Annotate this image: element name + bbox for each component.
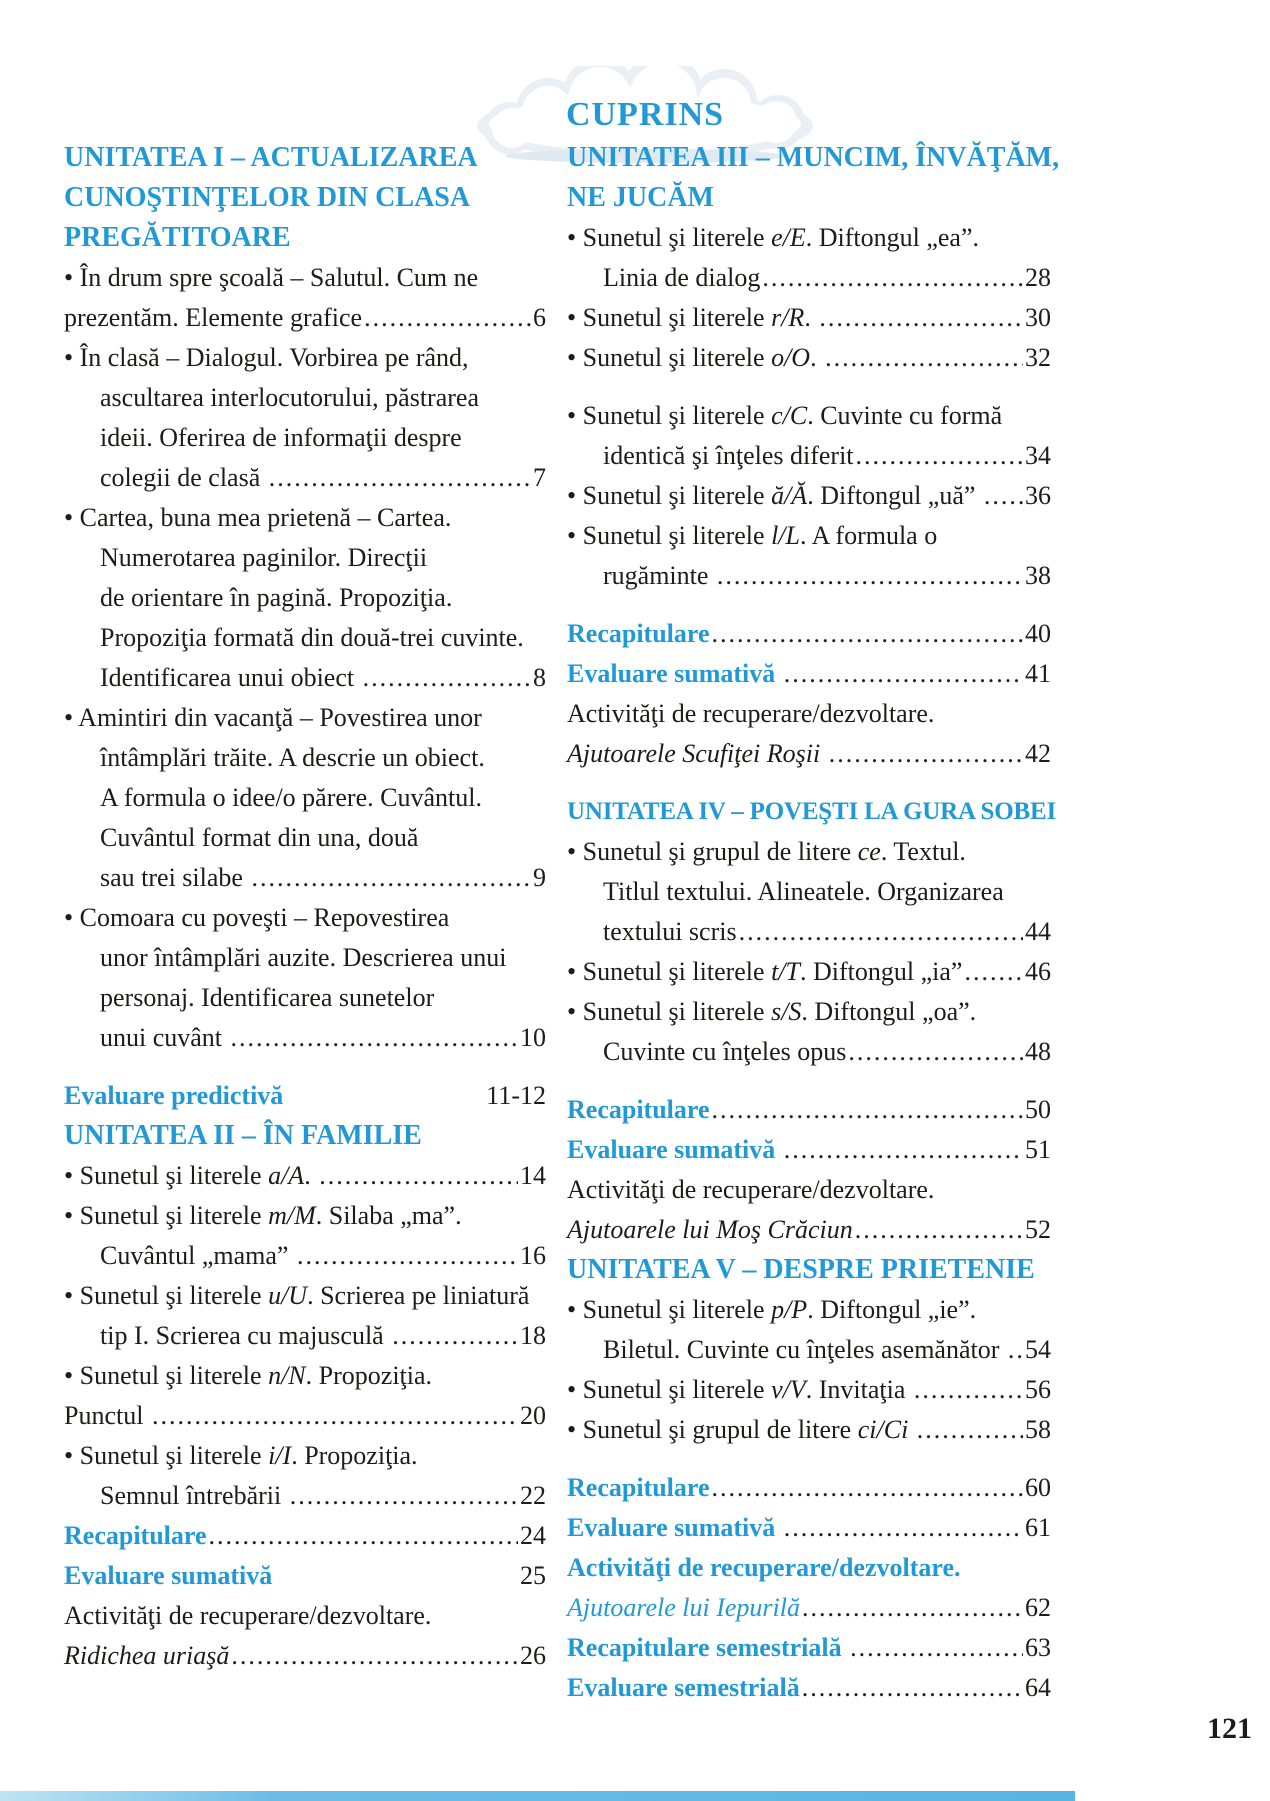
toc-page-number: 18 [520, 1321, 546, 1350]
dot-leader [269, 458, 531, 498]
toc-entry-text: Evaluare semestrială [567, 1673, 800, 1702]
toc-page-number: 46 [1025, 957, 1051, 986]
toc-entry [567, 1210, 1051, 1250]
toc-page-number: 8 [533, 663, 546, 692]
dot-leader [850, 1628, 1023, 1668]
toc-page-number: 7 [533, 463, 546, 492]
toc-entry-text: rugăminte [603, 561, 715, 590]
toc-entry-text: Identificarea unui obiect [100, 663, 361, 692]
toc-entry-text: Activităţi de recuperare/dezvoltare. [567, 699, 935, 728]
toc-entry-text: Ajutoarele lui Moş Crăciun [567, 1215, 853, 1244]
dot-leader [231, 1636, 518, 1676]
column-gap [567, 1072, 1051, 1090]
toc-entry-text: colegii de clasă [100, 463, 267, 492]
toc-entry [567, 1330, 1051, 1370]
toc-entry [64, 1436, 546, 1476]
toc-entry [64, 738, 546, 778]
toc-entry-text: Activităţi de recuperare/dezvoltare. [567, 1553, 961, 1582]
toc-entry-text: • Comoara cu poveşti – Repovestirea [64, 903, 450, 932]
dot-leader [829, 734, 1023, 774]
toc-entry-text: Biletul. Cuvinte cu înţeles asemănător [603, 1335, 1006, 1364]
toc-page-number: 20 [520, 1401, 546, 1430]
toc-page-number: 52 [1025, 1215, 1051, 1244]
toc-entry-text: • Sunetul şi literele s/S. Diftongul „oa”. [567, 997, 977, 1026]
toc-entry-text: Recapitulare [64, 1521, 207, 1550]
toc-entry-text: Recapitulare semestrială [567, 1633, 849, 1662]
toc-entry [64, 458, 546, 498]
toc-entry-text: prezentăm. Elemente grafice [64, 303, 363, 332]
toc-entry [64, 338, 546, 378]
toc-page-number: 16 [520, 1241, 546, 1270]
toc-entry [64, 1018, 546, 1058]
dot-leader [1008, 1330, 1023, 1370]
toc-unit-header [64, 178, 546, 218]
toc-entry-text: UNITATEA IV – POVEŞTI LA GURA SOBEI [567, 798, 1056, 825]
toc-entry [567, 1090, 1051, 1130]
toc-entry [64, 858, 546, 898]
dot-leader [712, 1090, 1024, 1130]
toc-page-number: 32 [1025, 343, 1051, 372]
toc-entry [567, 258, 1051, 298]
toc-entry [567, 1170, 1051, 1210]
footer-accent-bar [0, 1791, 1075, 1801]
toc-entry-text: unui cuvânt [100, 1023, 229, 1052]
toc-entry-text: Evaluare sumativă [567, 1135, 782, 1164]
toc-page-number: 50 [1025, 1095, 1051, 1124]
dot-leader [819, 298, 1023, 338]
toc-entry [64, 618, 546, 658]
toc-entry [567, 1548, 1051, 1588]
column-gap [567, 1450, 1051, 1468]
toc-entry [567, 1668, 1051, 1708]
toc-page-number: 64 [1025, 1673, 1051, 1702]
toc-page-number: 44 [1025, 917, 1051, 946]
toc-entry-text: întâmplări trăite. A descrie un obiect. [100, 743, 485, 772]
dot-leader [825, 338, 1023, 378]
toc-entry [64, 1556, 546, 1596]
toc-page-number: 58 [1025, 1415, 1051, 1444]
toc-entry [567, 654, 1051, 694]
toc-page-number: 48 [1025, 1037, 1051, 1066]
toc-entry [567, 396, 1051, 436]
toc-entry-text: UNITATEA I – ACTUALIZAREA [64, 142, 478, 173]
dot-leader [251, 858, 531, 898]
toc-entry-text: • Amintiri din vacanţă – Povestirea unor [64, 703, 482, 732]
toc-entry-text: Recapitulare [567, 1095, 710, 1124]
dot-leader [712, 614, 1024, 654]
toc-entry [64, 298, 546, 338]
column-gap [567, 378, 1051, 396]
toc-page-number: 6 [533, 303, 546, 332]
toc-entry-text: • Sunetul şi grupul de litere ci/Ci [567, 1415, 909, 1444]
toc-right-column [567, 138, 1060, 1708]
toc-entry-text: Ajutoarele lui Iepurilă [567, 1593, 800, 1622]
dot-leader [392, 1316, 518, 1356]
toc-page-number: 40 [1025, 619, 1051, 648]
toc-entry [64, 538, 546, 578]
contents-title: CUPRINS [565, 96, 725, 133]
toc-entry-text: UNITATEA V – DESPRE PRIETENIE [567, 1254, 1035, 1285]
toc-entry-text: Titlul textului. Alineatele. Organizarea [603, 877, 1004, 906]
toc-entry-text: Cuvinte cu înţeles opus [603, 1037, 847, 1066]
toc-entry-text: UNITATEA III – MUNCIM, ÎNVĂŢĂM, [567, 142, 1060, 173]
toc-entry [64, 938, 546, 978]
toc-page-number: 61 [1025, 1513, 1051, 1542]
toc-entry-text: • Sunetul şi literele n/N. Propoziţia. [64, 1361, 433, 1390]
toc-entry-text: Evaluare sumativă [567, 1513, 782, 1542]
dot-leader [152, 1396, 518, 1436]
toc-entry [64, 498, 546, 538]
toc-entry [64, 1276, 546, 1316]
dot-leader [739, 912, 1023, 952]
toc-page-number: 36 [1025, 481, 1051, 510]
toc-entry-text: A formula o idee/o părere. Cuvântul. [100, 783, 482, 812]
toc-entry [567, 694, 1051, 734]
toc-entry-text: UNITATEA II – ÎN FAMILIE [64, 1120, 422, 1151]
toc-page-number: 51 [1025, 1135, 1051, 1164]
toc-entry-text: • Sunetul şi literele t/T. Diftongul „ia” [567, 957, 963, 986]
toc-entry [567, 1468, 1051, 1508]
toc-entry-text: • Sunetul şi literele p/P. Diftongul „ie”. [567, 1295, 977, 1324]
toc-entry [64, 1396, 546, 1436]
toc-page-number: 62 [1025, 1593, 1051, 1622]
toc-entry-text: ascultarea interlocutorului, păstrarea [100, 383, 479, 412]
toc-entry-text: personaj. Identificarea sunetelor [100, 983, 435, 1012]
dot-leader [297, 1236, 518, 1276]
toc-entry [64, 1516, 546, 1556]
dot-leader [209, 1516, 519, 1556]
toc-entry [567, 734, 1051, 774]
toc-entry-text: • Sunetul şi literele c/C. Cuvinte cu formă [567, 401, 1003, 430]
toc-entry [567, 218, 1051, 258]
toc-entry-text: NE JUCĂM [567, 182, 714, 213]
toc-entry-text: • Cartea, buna mea prietenă – Cartea. [64, 503, 452, 532]
toc-page-number: 22 [520, 1481, 546, 1510]
toc-entry [567, 912, 1051, 952]
toc-entry [567, 1290, 1051, 1330]
toc-entry [64, 658, 546, 698]
toc-page-number: 42 [1025, 739, 1051, 768]
toc-entry [64, 1076, 546, 1116]
toc-entry-text: • Sunetul şi literele o/O. [567, 343, 824, 372]
toc-entry [567, 436, 1051, 476]
toc-entry [567, 1628, 1051, 1668]
toc-page-number: 9 [533, 863, 546, 892]
dot-leader [914, 1370, 1023, 1410]
toc-entry-text: Evaluare sumativă [567, 659, 782, 688]
toc-page-number: 26 [520, 1641, 546, 1670]
toc-entry-text: CUNOŞTINŢELOR DIN CLASA [64, 182, 471, 213]
toc-unit-header [567, 138, 1060, 178]
toc-entry [567, 1410, 1051, 1450]
toc-page-number: 10 [520, 1023, 546, 1052]
toc-entry [567, 1508, 1051, 1548]
toc-entry [567, 614, 1051, 654]
toc-entry-text: Evaluare predictivă [64, 1081, 284, 1110]
toc-page-number: 54 [1025, 1335, 1051, 1364]
toc-unit-header [64, 218, 546, 258]
dot-leader [984, 476, 1023, 516]
toc-entry-text: Punctul [64, 1401, 150, 1430]
dot-leader [917, 1410, 1023, 1450]
toc-entry-text: Recapitulare [567, 1473, 710, 1502]
column-gap [64, 1058, 546, 1076]
toc-entry [64, 1356, 546, 1396]
dot-leader [364, 298, 531, 338]
dot-leader [856, 436, 1023, 476]
dot-leader [784, 1130, 1023, 1170]
toc-entry-text: Propoziţia formată din două-trei cuvinte. [100, 623, 524, 652]
dot-leader [717, 556, 1023, 596]
toc-unit-header [567, 178, 1051, 218]
toc-page-number: 14 [520, 1161, 546, 1190]
toc-page-number: 56 [1025, 1375, 1051, 1404]
toc-entry-text: Cuvântul „mama” [100, 1241, 295, 1270]
dot-leader [784, 1508, 1023, 1548]
toc-entry [567, 476, 1051, 516]
toc-left-column [64, 138, 546, 1676]
toc-entry-text: de orientare în pagină. Propoziţia. [100, 583, 453, 612]
dot-leader [802, 1668, 1023, 1708]
toc-entry [64, 1236, 546, 1276]
toc-entry [567, 872, 1051, 912]
toc-entry-text: • Sunetul şi literele a/A. [64, 1161, 318, 1190]
toc-page-number: 63 [1025, 1633, 1051, 1662]
toc-entry-text: unor întâmplări auzite. Descrierea unui [100, 943, 507, 972]
toc-page-number: 30 [1025, 303, 1051, 332]
toc-entry [567, 1588, 1051, 1628]
toc-entry [567, 992, 1051, 1032]
toc-entry-text: • Sunetul şi grupul de litere ce. Textul. [567, 837, 966, 866]
toc-page-number: 24 [520, 1521, 546, 1550]
toc-entry [567, 338, 1051, 378]
toc-entry-text: identică şi înţeles diferit [603, 441, 854, 470]
toc-page-number: 28 [1025, 263, 1051, 292]
toc-page-number: 34 [1025, 441, 1051, 470]
toc-entry-text: • Sunetul şi literele m/M. Silaba „ma”. [64, 1201, 462, 1230]
toc-page-number: 60 [1025, 1473, 1051, 1502]
dot-leader [290, 1476, 518, 1516]
toc-entry [64, 778, 546, 818]
toc-entry-text: Semnul întrebării [100, 1481, 288, 1510]
toc-entry [64, 898, 546, 938]
toc-page-number: 25 [520, 1561, 546, 1590]
toc-entry-text: Activităţi de recuperare/dezvoltare. [64, 1601, 432, 1630]
toc-entry-text: Ajutoarele Scufiţei Roşii [567, 739, 827, 768]
toc-page-number: 11-12 [486, 1081, 546, 1110]
dot-leader [784, 654, 1023, 694]
toc-unit-header [64, 1116, 546, 1156]
toc-entry-text: • Sunetul şi literele v/V. Invitaţia [567, 1375, 912, 1404]
toc-entry-text: • Sunetul şi literele u/U. Scrierea pe liniatură [64, 1281, 530, 1310]
toc-entry [64, 1636, 546, 1676]
folio-page-number: 121 [1207, 1712, 1252, 1745]
toc-entry [567, 832, 1051, 872]
toc-entry [64, 698, 546, 738]
toc-entry [64, 578, 546, 618]
toc-entry-text: • Sunetul şi literele l/L. A formula o [567, 521, 938, 550]
toc-entry-text: • Sunetul şi literele r/R. [567, 303, 818, 332]
toc-entry [64, 418, 546, 458]
toc-page-number: 38 [1025, 561, 1051, 590]
toc-entry [64, 1476, 546, 1516]
dot-leader [802, 1588, 1023, 1628]
dot-leader [231, 1018, 518, 1058]
toc-unit-header [64, 138, 546, 178]
toc-entry-text: Activităţi de recuperare/dezvoltare. [567, 1175, 935, 1204]
toc-entry [567, 516, 1051, 556]
toc-entry-text: Cuvântul format din una, două [100, 823, 419, 852]
toc-entry [567, 952, 1051, 992]
toc-entry [64, 978, 546, 1018]
toc-entry [567, 298, 1051, 338]
toc-entry-text: Linia de dialog [603, 263, 761, 292]
toc-entry [64, 1316, 546, 1356]
toc-unit-header [567, 1250, 1051, 1290]
toc-entry-text: sau trei silabe [100, 863, 250, 892]
toc-entry-text: PREGĂTITOARE [64, 222, 291, 253]
toc-entry [567, 1130, 1051, 1170]
toc-entry-text: tip I. Scrierea cu majusculă [100, 1321, 391, 1350]
toc-entry [567, 1032, 1051, 1072]
dot-leader [855, 1210, 1023, 1250]
toc-entry-text: • Sunetul şi literele i/I. Propoziţia. [64, 1441, 418, 1470]
dot-leader [762, 258, 1023, 298]
toc-page-number: 41 [1025, 659, 1051, 688]
toc-entry-text: • În drum spre şcoală – Salutul. Cum ne [64, 263, 479, 292]
toc-entry-text: Numerotarea paginilor. Direcţii [100, 543, 428, 572]
toc-entry [567, 1370, 1051, 1410]
column-gap [567, 774, 1051, 792]
toc-entry [64, 818, 546, 858]
toc-unit-header [567, 792, 1056, 832]
toc-entry [567, 556, 1051, 596]
dot-leader [712, 1468, 1024, 1508]
toc-entry-text: • În clasă – Dialogul. Vorbirea pe rând, [64, 343, 469, 372]
toc-entry-text: Recapitulare [567, 619, 710, 648]
dot-leader [319, 1156, 518, 1196]
toc-entry [64, 378, 546, 418]
dot-leader [363, 658, 531, 698]
column-gap [567, 596, 1051, 614]
toc-entry [64, 1196, 546, 1236]
toc-entry-text: ideii. Oferirea de informaţii despre [100, 423, 462, 452]
toc-entry-text: Evaluare sumativă [64, 1561, 273, 1590]
toc-entry-text: Ridichea uriaşă [64, 1641, 230, 1670]
dot-leader [964, 952, 1023, 992]
toc-entry [64, 258, 546, 298]
toc-entry-text: • Sunetul şi literele e/E. Diftongul „ea”. [567, 223, 979, 252]
toc-entry [64, 1156, 546, 1196]
dot-leader [848, 1032, 1023, 1072]
toc-entry [64, 1596, 546, 1636]
toc-entry-text: textului scris [603, 917, 737, 946]
toc-entry-text: • Sunetul şi literele ă/Ă. Diftongul „uă” [567, 481, 982, 510]
